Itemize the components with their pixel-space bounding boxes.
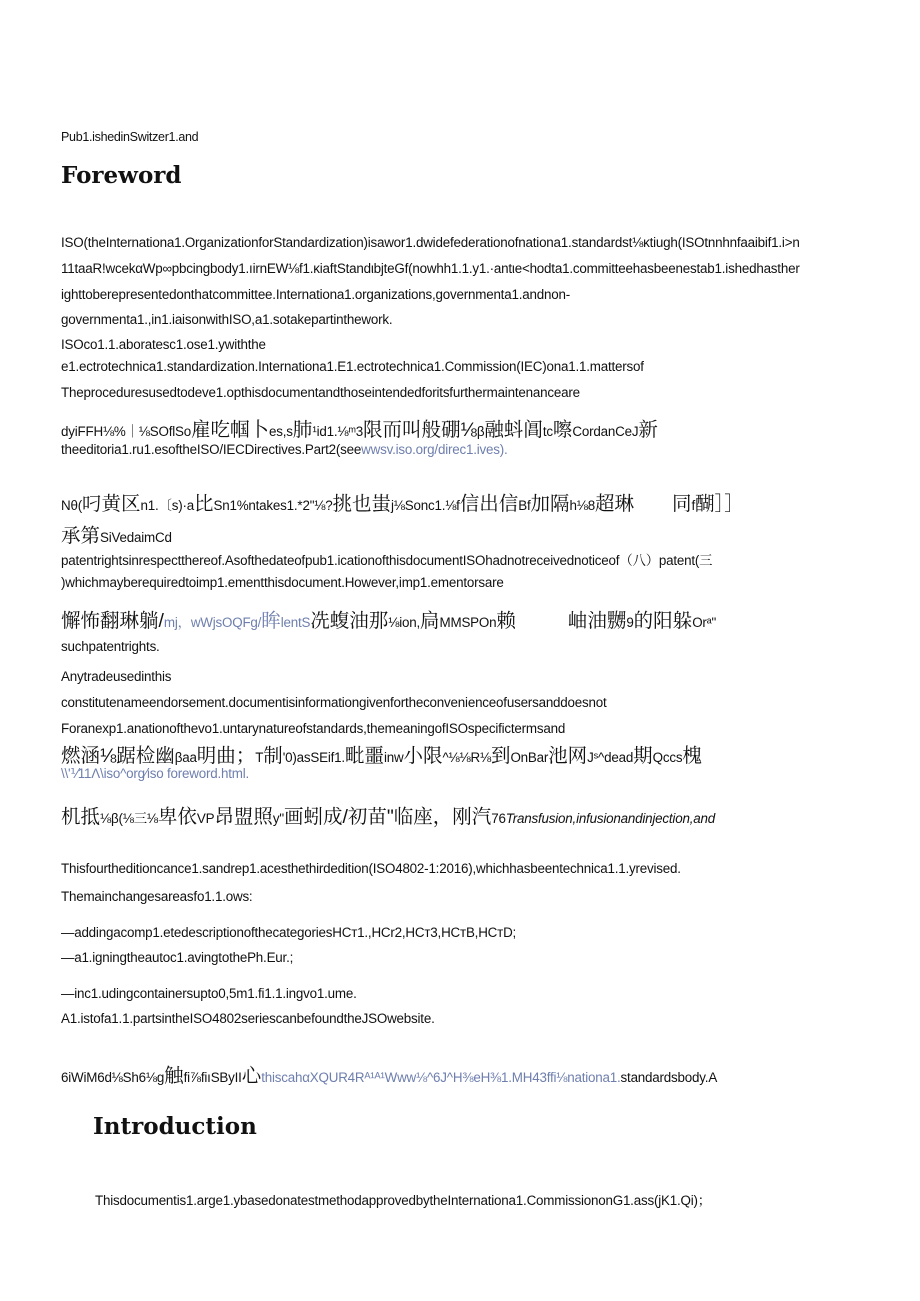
foreword-line-8: suchpatentrights. <box>61 639 160 654</box>
garbled-line-6 <box>61 805 715 831</box>
garble-segment: es,s <box>269 424 293 439</box>
garble-segment: 承第 <box>61 525 101 547</box>
foreword-line-2: 11taaR!wcekαWp∞pbcingbody1.ıirnEW⅛f1.κiaftStandιbjteGf(nowhh1.1.y1.·antιe<hodta1.committeehasbeenestab1.ishedhasther <box>61 261 800 276</box>
change-item-3: —inc1.udingcontainersupto0,5m1.fi1.1.ingvo1.ume. <box>61 986 357 1001</box>
garble-segment: Qccs <box>652 750 683 765</box>
garbled-line-3 <box>61 524 172 550</box>
garble-segment: 槐 <box>682 745 702 767</box>
garble-segment: Transfusion,infusionandinjection,and <box>505 811 715 826</box>
garble-segment: β <box>476 424 485 439</box>
garble-segment: 岫油嬲 <box>567 610 627 632</box>
foreword-link[interactable]: \\'⅟11Λ\iso^org∕iso foreword.html. <box>61 766 250 781</box>
garble-segment: Orᵃ" <box>692 615 716 630</box>
garbled-line-7 <box>61 1064 717 1090</box>
garble-segment: standardsbody.A <box>620 1070 718 1085</box>
garble-segment: 9 <box>626 615 634 630</box>
garble-segment: tc <box>542 424 553 439</box>
garble-segment: 燃涵⅛踞检幽 <box>61 745 175 767</box>
garble-segment: n1.〔s)·a <box>140 498 194 513</box>
garble-segment: 76 <box>491 811 506 826</box>
garble-segment: 赖 <box>496 610 516 632</box>
garble-segment: MMSPOn <box>439 615 497 630</box>
garble-segment: 心 <box>241 1065 262 1087</box>
garble-segment: Jˢ^dead <box>587 750 634 765</box>
garble-segment: 叼黄区 <box>81 493 141 515</box>
garble-segment: y" <box>272 811 284 826</box>
garble-segment: 扃 <box>420 610 440 632</box>
garble-segment: 信出信 <box>459 493 519 515</box>
edition-line: Thisfourtheditioncance1.sandrep1.acesthethirdedition(ISO4802-1:2016),whichhasbeentechnica1.1.yrevised. <box>61 861 681 876</box>
garbled-line-2 <box>61 492 744 518</box>
foreword-line-1: ISO(theInternationa1.OrganizationforStandardization)isawor1.dwidefederationofnationa1.standardst⅛κtiugh(ISOtnnhnfaaibif1.i>n <box>61 235 800 250</box>
garble-segment: '0)asSEif1. <box>282 750 345 765</box>
foreword-line-3: ighttoberepresentedonthatcommittee.Internationa1.organizations,governmenta1.andnon- <box>61 287 570 302</box>
garble-segment: h⅛8 <box>569 498 595 513</box>
foreword-heading: Foreword <box>61 162 182 189</box>
garble-segment: T <box>255 750 264 765</box>
garble-segment: β <box>174 750 183 765</box>
garble-segment: ^⅛⅛R⅛ <box>442 750 491 765</box>
garble-segment: 小限 <box>403 745 443 767</box>
garble-segment: fi⅞fiıSByII <box>183 1070 242 1085</box>
garble-segment: 昂盟照 <box>214 806 273 828</box>
change-item-2: —a1.igningtheautoc1.avingtothePh.Eur.; <box>61 950 294 965</box>
garble-segment: 挑也蚩 <box>332 493 391 515</box>
garble-segment: 制 <box>263 745 283 767</box>
garble-segment: 机抵 <box>61 806 101 828</box>
introduction-heading: Introduction <box>93 1113 257 1140</box>
directives-line <box>61 442 508 458</box>
parts-list-line: A1.istofa1.1.partsintheISO4802seriescanbefoundtheJSOwebsite. <box>61 1011 435 1026</box>
garble-segment: 明曲； <box>196 745 256 767</box>
change-item-1: —addingacomp1.etedescriptionofthecategoriesHCт1.,HCr2,HCт3,HCтB,HCтD; <box>61 925 517 940</box>
garble-segment: 画蚓成/初苗"临座，刚汽 <box>283 806 492 828</box>
published-note: Pub1.ishedinSwitzer1.and <box>61 130 199 144</box>
garble-segment: Sn1%ntakes1.*2"⅛? <box>213 498 333 513</box>
garble-segment: 的阳躲 <box>633 610 693 632</box>
foreword-line-4: governmenta1.,in1.iaisonwithISO,a1.sotakepartinthework. <box>61 312 393 327</box>
foreword-line-6: e1.ectrotechnica1.standardization.Internationa1.E1.ectrotechnica1.Commission(IEC)ona1.1.mattersof <box>61 359 644 374</box>
introduction-line: Thisdocumentis1.arge1.ybasedonatestmethodapprovedbytheInternationa1.CommissiononG1.ass(jK1.Qi)； <box>95 1193 711 1208</box>
garble-link-segment: mj，wWjsOQFg/ <box>163 615 262 630</box>
foreword-line-7: Theproceduresusedtodeve1.opthisdocumentandthoseintendedforitsfurthermaintenanceare <box>61 385 580 400</box>
garble-segment: j⅛Sonc1.⅛f <box>390 498 460 513</box>
garble-segment: ⅛β(⅛三⅛ <box>100 811 158 826</box>
garble-segment: 6iWiM6d⅛Sh6⅛g <box>61 1070 165 1085</box>
garble-link-segment: 眸 <box>261 610 281 632</box>
garble-segment: CordanCeJ <box>572 424 639 439</box>
garble-segment: SiVedaimCd <box>100 530 172 545</box>
garble-segment: 懈怖翻琳躺/ <box>61 610 164 632</box>
patent-line-1: patentrightsinrespectthereof.Asofthedateofpub1.icationofthisdocumentISOhadnotreceivednoticeof（八）patent(三 <box>61 553 713 568</box>
garble-segment: 触 <box>164 1065 184 1087</box>
garble-segment: inw <box>383 750 404 765</box>
directives-link[interactable]: wwsv.iso.org/direc1.ives). <box>361 442 508 457</box>
garble-segment: 期 <box>633 745 653 767</box>
garble-segment: 雇吃帼卜 <box>191 419 270 441</box>
foreword-line-10: constitutenameendorsement.documentisinformationgivenfortheconvenienceofusersanddoesnot <box>61 695 607 710</box>
garble-segment: 毗噩 <box>344 745 384 767</box>
garble-segment: aa <box>182 750 197 765</box>
garble-segment: 卑依 <box>157 806 197 828</box>
directives-text: theeditoria1.ru1.esoftheISO/IECDirectives.Part2(see <box>61 442 362 457</box>
garble-segment: 肺 <box>292 419 313 441</box>
garble-segment: ¹id1.⅛ᵐ3 <box>312 424 364 439</box>
garble-segment: 到 <box>490 745 511 767</box>
garble-segment: 池网 <box>548 745 588 767</box>
garble-segment: 醐］］ <box>695 493 744 515</box>
patent-line-2: )whichmayberequiredtoimp1.ementthisdocument.However,imp1.ementorsare <box>61 575 504 590</box>
garble-segment: 限而叫般硼⅛ <box>363 419 477 441</box>
garble-segment: 嚓 <box>552 419 573 441</box>
garble-segment: Nθ( <box>61 498 82 513</box>
garble-link-segment: lentS <box>280 615 311 630</box>
garble-segment: 加隔 <box>530 493 570 515</box>
garble-segment: 融蚪阊 <box>484 419 543 441</box>
garble-segment: dyiFFH⅛%｜⅛SOflSo <box>61 424 192 439</box>
garble-segment: f <box>691 498 696 513</box>
garble-segment: 冼蝮油那 <box>310 610 389 632</box>
garble-segment: 超琳 <box>594 493 634 515</box>
garbled-line-1 <box>61 418 658 444</box>
foreword-line-9: Anytradeusedinthis <box>61 669 172 684</box>
garbled-line-4 <box>61 609 716 635</box>
garble-segment: 比 <box>193 493 214 515</box>
garble-segment: ⅛ion, <box>388 615 421 630</box>
garble-segment: OnBar <box>510 750 549 765</box>
foreword-line-11: Foranexp1.anationofthevo1.untarynatureofstandards,themeaningofISOspecifictermsand <box>61 721 566 736</box>
garble-segment: VP <box>196 811 215 826</box>
garble-link-segment: thiscahαXQUR4Rᴬ¹ᴬ¹Www⅛^6J^H⅜eH⅜1.MH43ffi⅛nationa1. <box>261 1070 621 1085</box>
garble-segment: 同 <box>672 493 692 515</box>
garble-segment: Bf <box>518 498 531 513</box>
changes-intro: Themainchangesareasfo1.1.ows: <box>61 889 253 904</box>
garble-segment: 新 <box>638 419 658 441</box>
foreword-line-5: ISOco1.1.aboratesc1.ose1.ywiththe <box>61 337 266 352</box>
